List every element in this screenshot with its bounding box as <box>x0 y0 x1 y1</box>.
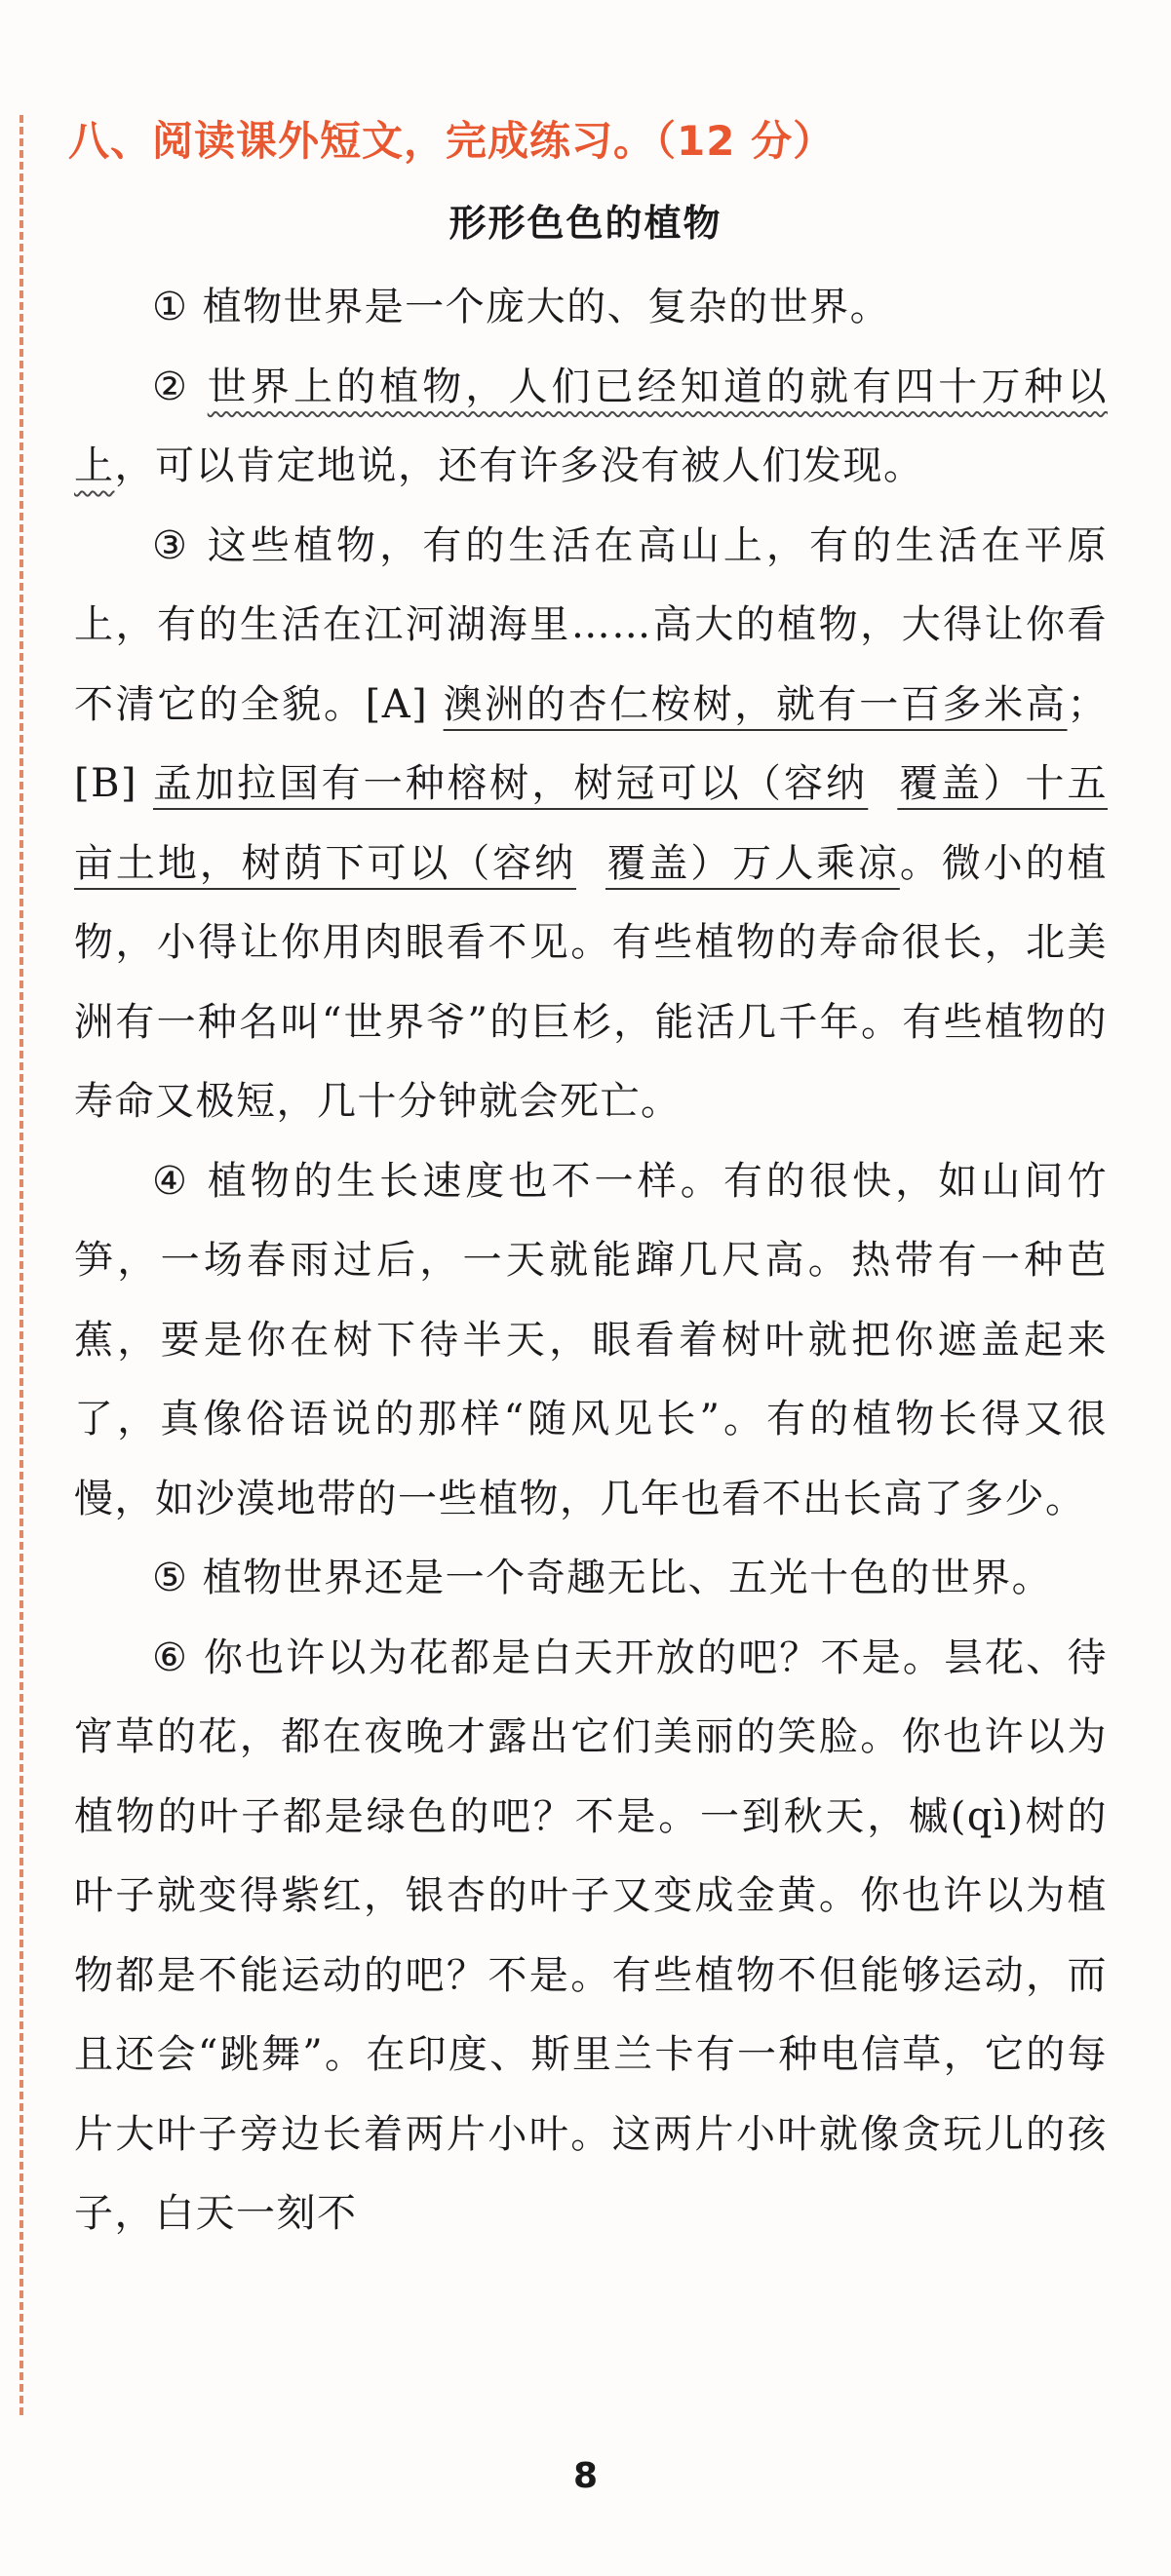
underlined-sentence-b-part1: 孟加拉国有一种榕树，树冠可以（容纳 <box>152 761 869 806</box>
paragraph-number: ⑥ <box>152 1634 190 1680</box>
paragraph-number: ③ <box>152 522 191 568</box>
underlined-sentence-b-part3: 覆盖）万人乘凉 <box>605 840 900 886</box>
wavy-underlined-sentence: 世界上的植物，人们已经知道的就有四十万种以上 <box>74 364 1109 488</box>
section-heading: 八、阅读课外短文，完成练习。（12 分） <box>68 117 836 165</box>
paragraph-text: 植物世界还是一个奇趣无比、五光十色的世界。 <box>202 1556 1053 1600</box>
dashed-margin-border <box>20 115 23 2415</box>
article-body <box>74 268 1108 2254</box>
paragraph-number: ④ <box>152 1158 191 1204</box>
paragraph-text: 这些植物，有的生活在高山上，有的生活在平原上，有的生活在江河湖海里……高大的植物，大得让你看不清它的全貌。 <box>74 522 1109 727</box>
paragraph-number: ② <box>152 364 191 409</box>
paragraph-number: ⑤ <box>152 1556 189 1600</box>
paragraph-3 <box>74 507 1108 1142</box>
paragraph-4 <box>74 1142 1108 1540</box>
separator: ； <box>1067 681 1109 727</box>
paragraph-text: 植物的生长速度也不一样。有的很快，如山间竹笋，一场春雨过后，一天就能蹿几尺高。热带有一种芭蕉，要是你在树下待半天，眼看着树叶就把你遮盖起来了，真像俗语说的那样“随风见长”。有的植物长得又很慢，如沙漠地带的一些植物，几年也看不出长高了多少。 <box>74 1158 1109 1521</box>
page-number: 8 <box>572 2456 599 2496</box>
paragraph-number: ① <box>152 285 189 329</box>
paragraph-1 <box>74 268 1108 348</box>
marker-b: [B] <box>74 761 138 806</box>
paragraph-2 <box>74 348 1108 507</box>
paragraph-text: ，可以肯定地说，还有许多没有被人们发现。 <box>114 443 924 488</box>
underlined-sentence-a: 澳洲的杏仁桉树，就有一百多米高 <box>443 681 1068 727</box>
underlined-sentence-b-part2: 覆盖）十五亩土地，树荫下可以（容纳 <box>74 761 1109 886</box>
article-title: 形形色色的植物 <box>449 202 722 245</box>
paragraph-text: 植物世界是一个庞大的、复杂的世界。 <box>202 285 891 329</box>
paragraph-5 <box>74 1539 1108 1619</box>
paragraph-text: 。微小的植物，小得让你用肉眼看不见。有些植物的寿命很长，北美洲有一种名叫“世界爷”的巨杉，能活几千年。有些植物的寿命又极短，几十分钟就会死亡。 <box>74 840 1109 1124</box>
paragraph-6 <box>74 1619 1108 2254</box>
marker-a: [A] <box>365 681 429 727</box>
paragraph-text: 你也许以为花都是白天开放的吧？不是。昙花、待宵草的花，都在夜晚才露出它们美丽的笑脸。你也许以为植物的叶子都是绿色的吧？不是。一到秋天，槭(qì)树的叶子就变得紫红，银杏的叶子又变成金黄。你也许以为植物都是不能运动的吧？不是。有些植物不但能够运动，而且还会“跳舞”。在印度、斯里兰卡有一种电信草，它的每片大叶子旁边长着两片小叶。这两片小叶就像贪玩儿的孩子，白天一刻不 <box>74 1634 1109 2236</box>
